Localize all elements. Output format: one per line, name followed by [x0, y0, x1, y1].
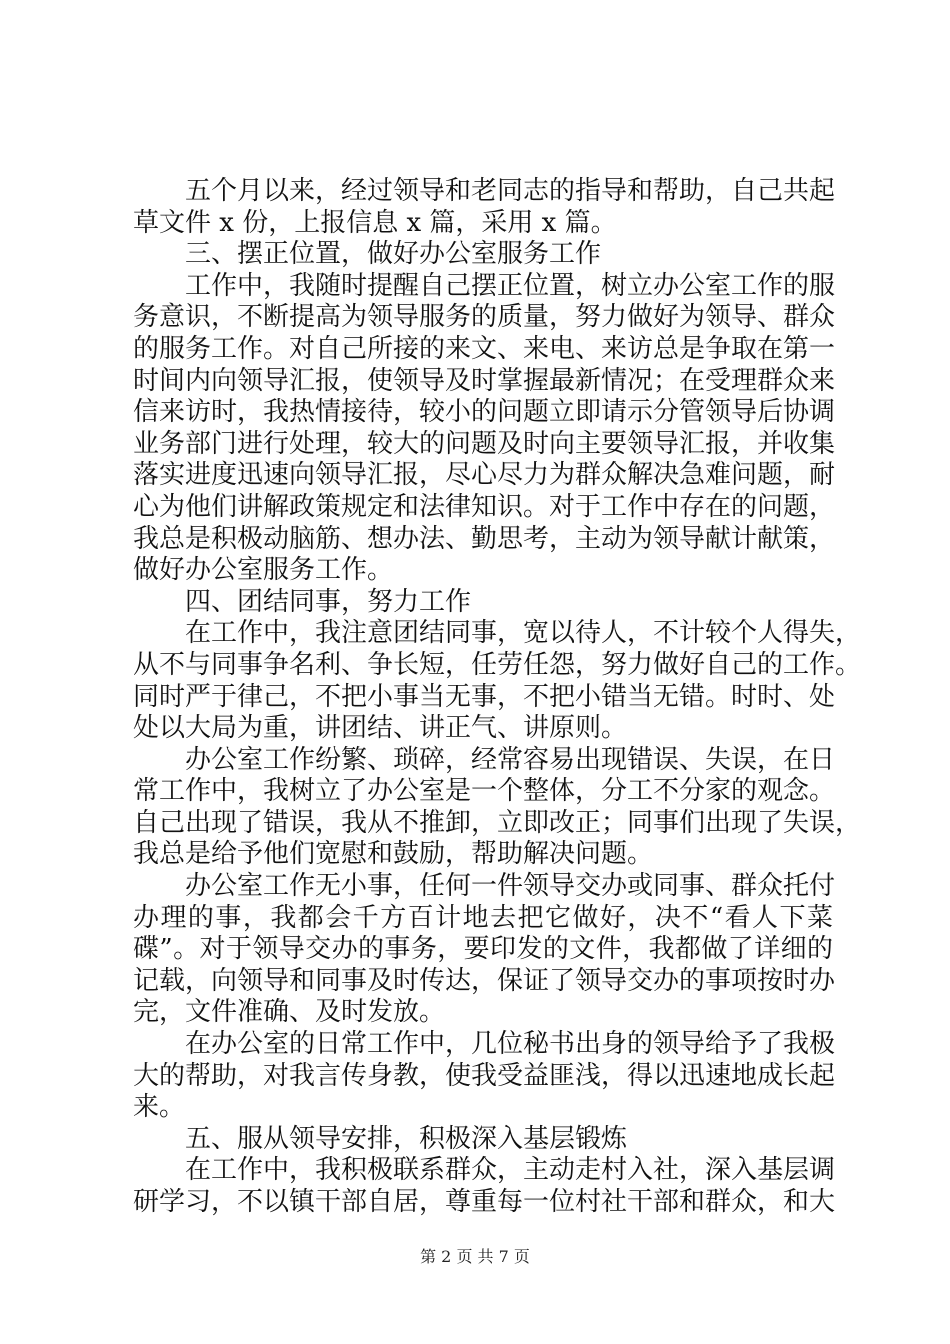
text-line: 常工作中，我树立了办公室是一个整体，分工不分家的观念。	[133, 776, 836, 807]
text-line: 我总是给予他们宽慰和鼓励，帮助解决问题。	[133, 839, 654, 870]
text-line: 从不与同事争名利、争长短，任劳任怨，努力做好自己的工作。	[133, 649, 862, 680]
text-line: 我总是积极动脑筋、想办法、勤思考，主动为领导献计献策，	[133, 523, 836, 554]
text-line: 办理的事，我都会千方百计地去把它做好，决不“看人下菜	[133, 902, 833, 933]
text-line: 在工作中，我注意团结同事，宽以待人，不计较个人得失，	[185, 618, 862, 649]
text-line: 心为他们讲解政策规定和法律知识。对于工作中存在的问题，	[133, 491, 836, 522]
text-line: 研学习，不以镇干部自居，尊重每一位村社干部和群众，和大	[133, 1187, 836, 1217]
text-line: 在工作中，我积极联系群众，主动走村入社，深入基层调	[185, 1155, 836, 1186]
text-line: 四、团结同事，努力工作	[185, 586, 472, 617]
text-line: 务意识，不断提高为领导服务的质量，努力做好为领导、群众	[133, 302, 836, 333]
text-line: 处以大局为重，讲团结、讲正气、讲原则。	[133, 713, 628, 744]
text-line: 时间内向领导汇报，使领导及时掌握最新情况；在受理群众来	[133, 365, 836, 396]
text-line: 办公室工作纷繁、琐碎，经常容易出现错误、失误，在日	[185, 744, 836, 775]
text-line: 三、摆正位置，做好办公室服务工作	[185, 239, 602, 270]
text-line: 自己出现了错误，我从不推卸，立即改正；同事们出现了失误，	[133, 807, 862, 838]
text-line: 的服务工作。对自己所接的来文、来电、来访总是争取在第一	[133, 333, 836, 364]
text-line: 业务部门进行处理，较大的问题及时向主要领导汇报，并收集	[133, 428, 836, 459]
text-line: 记载，向领导和同事及时传达，保证了领导交办的事项按时办	[133, 965, 836, 996]
text-line: 办公室工作无小事，任何一件领导交办或同事、群众托付	[185, 871, 836, 902]
text-line: 工作中，我随时提醒自己摆正位置，树立办公室工作的服	[185, 270, 836, 301]
text-line: 落实进度迅速向领导汇报，尽心尽力为群众解决急难问题，耐	[133, 460, 836, 491]
text-line: 做好办公室服务工作。	[133, 555, 394, 586]
text-line: 碟”。对于领导交办的事务，要印发的文件，我都做了详细的	[133, 934, 833, 965]
text-line: 同时严于律己，不把小事当无事，不把小错当无错。时时、处	[133, 681, 836, 712]
text-line: 在办公室的日常工作中，几位秘书出身的领导给予了我极	[185, 1029, 836, 1060]
document-body	[133, 176, 862, 1219]
text-line: 来。	[133, 1092, 186, 1123]
text-line: 完，文件准确、及时发放。	[133, 997, 446, 1028]
text-line: 信来访时，我热情接待，较小的问题立即请示分管领导后协调	[133, 397, 836, 428]
text-line: 草文件 x 份，上报信息 x 篇，采用 x 篇。	[133, 207, 617, 238]
page-footer: 第 2 页 共 7 页	[420, 1247, 530, 1266]
text-line: 五、服从领导安排，积极深入基层锻炼	[185, 1123, 628, 1154]
text-line: 五个月以来，经过领导和老同志的指导和帮助，自己共起	[185, 176, 836, 206]
text-line: 大的帮助，对我言传身教，使我受益匪浅，得以迅速地成长起	[133, 1060, 836, 1091]
